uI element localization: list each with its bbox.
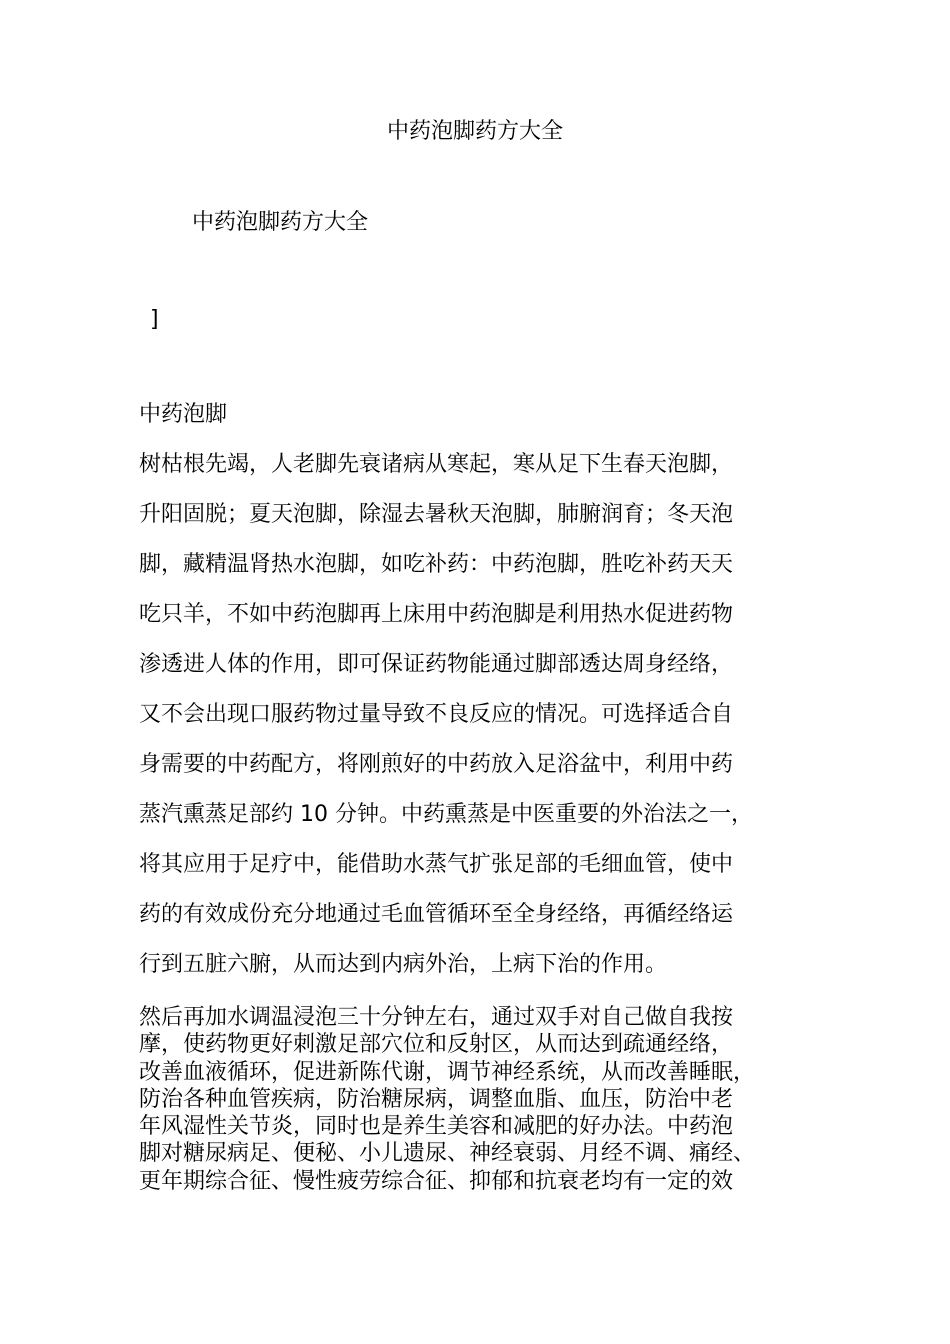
paragraph-line: 年风湿性关节炎，同时也是养生美容和减肥的好办法。中药泡	[139, 1114, 734, 1140]
document-subtitle: 中药泡脚药方大全	[192, 210, 369, 235]
paragraph-line: 升阳固脱；夏天泡脚，除湿去暑秋天泡脚，肺腑润育；冬天泡	[139, 502, 734, 527]
paragraph-line: 吃只羊，不如中药泡脚再上床用中药泡脚是利用热水促进药物	[139, 602, 734, 627]
paragraph-2	[139, 1004, 829, 1195]
paragraph-line: 树枯根先竭，人老脚先衰诸病从寒起，寒从足下生春天泡脚，	[139, 452, 734, 477]
paragraph-line: 行到五脏六腑，从而达到内病外治，上病下治的作用。	[139, 952, 668, 977]
bracket-mark: ]	[150, 307, 159, 332]
paragraph-line: 更年期综合征、慢性疲劳综合征、抑郁和抗衰老均有一定的效	[139, 1168, 734, 1194]
paragraph-line: 蒸汽熏蒸足部约 10 分钟。中药熏蒸是中医重要的外治法之一，	[139, 802, 753, 827]
paragraph-line: 脚对糖尿病足、便秘、小儿遗尿、神经衰弱、月经不调、痛经、	[139, 1141, 756, 1167]
paragraph-line: 然后再加水调温浸泡三十分钟左右，通过双手对自己做自我按	[139, 1005, 734, 1030]
paragraph-1	[139, 450, 819, 1000]
document-title: 中药泡脚药方大全	[386, 119, 563, 144]
paragraph-line: 摩，使药物更好刺激足部穴位和反射区，从而达到疏通经络，	[139, 1032, 734, 1058]
paragraph-line: 将其应用于足疗中，能借助水蒸气扩张足部的毛细血管，使中	[139, 852, 734, 877]
paragraph-line: 渗透进人体的作用，即可保证药物能通过脚部透达周身经络，	[139, 652, 734, 677]
paragraph-line: 脚，藏精温肾热水泡脚，如吃补药：中药泡脚，胜吃补药天天	[139, 552, 734, 577]
paragraph-line: 身需要的中药配方，将刚煎好的中药放入足浴盆中，利用中药	[139, 752, 734, 777]
section-heading: 中药泡脚	[139, 402, 228, 427]
paragraph-line: 改善血液循环，促进新陈代谢，调节神经系统，从而改善睡眠，	[139, 1059, 756, 1085]
paragraph-line: 又不会出现口服药物过量导致不良反应的情况。可选择适合自	[139, 702, 734, 727]
paragraph-line: 药的有效成份充分地通过毛血管循环至全身经络，再循经络运	[139, 902, 734, 927]
paragraph-line: 防治各种血管疾病，防治糖尿病，调整血脂、血压，防治中老	[139, 1086, 734, 1112]
